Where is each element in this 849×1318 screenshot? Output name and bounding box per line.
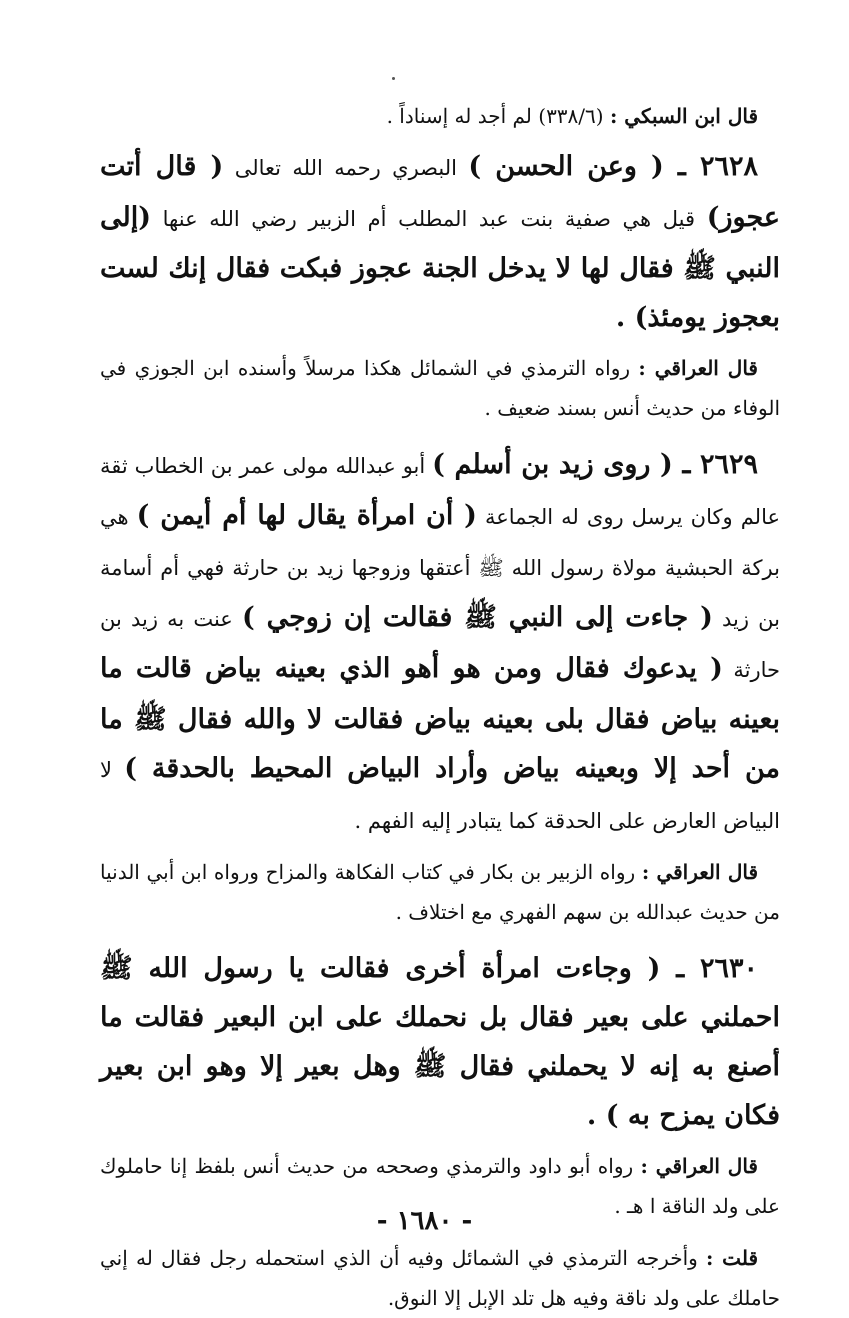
hadith-2629-part-2: أبو عبدالله مولى عمر بن الخطاب ثقة عالم وكان يرسل روى له الجماعة: [100, 454, 780, 529]
subki-note-label: قال ابن السبكي :: [609, 104, 758, 128]
hadith-2629-part-7: ( يدعوك فقال ومن هو أهو الذي بعينه بياض قالت ما بعينه بياض فقال بلى بعينه بياض فقالت لا والله فقال ﷺ ما من أحد إلا وبعينه بياض وأراد البياض المحيط بالحدقة ): [100, 653, 780, 784]
hadith-2630-text: ٢٦٣٠ ـ ( وجاءت امرأة أخرى فقالت يا رسول الله ﷺ احملني على بعير فقال بل نحملك على ابن البعير فقالت ما أصنع به إنه لا يحملني فقال ﷺ وهل بعير إلا وهو ابن بعير فكان يمزح به ) .: [100, 953, 780, 1131]
hadith-2629-part-5: ( جاءت إلى النبي ﷺ فقالت إن زوجي ): [241, 602, 713, 633]
hadith-2630: [100, 944, 780, 1140]
hadith-2629-part-4: هي بركة الحبشية مولاة رسول الله ﷺ أعتقها وزوجها زيد بن حارثة فهي أم أسامة بن زيد: [100, 505, 780, 631]
qult-note: [100, 1238, 780, 1318]
iraqi-comment-2628-label: قال العراقي :: [638, 356, 758, 380]
hadith-2629: [100, 440, 780, 846]
page-body: [100, 96, 780, 1318]
hadith-2628-part-3: ( قال أتت عجوز): [100, 151, 780, 233]
hadith-2628-part-2: البصري رحمه الله تعالى: [223, 156, 469, 180]
iraqi-comment-2630-text: رواه أبو داود والترمذي وصححه من حديث أنس بلفظ إنا حاملوك على ولد الناقة ا هـ .: [100, 1154, 780, 1218]
subki-note-text: (٣٣٨/٦) لم أجد له إسناداً .: [386, 104, 610, 128]
hadith-2629-part-1: ٢٦٢٩ ـ ( روى زيد بن أسلم ): [432, 449, 758, 480]
iraqi-comment-2629: [100, 852, 780, 932]
hadith-2629-part-8: لا البياض العارض على الحدقة كما يتبادر إليه الفهم .: [100, 758, 780, 833]
qult-note-label: قلت :: [706, 1246, 759, 1270]
hadith-2628-part-5: (إلى النبي ﷺ فقال لها لا يدخل الجنة عجوز فبكت فقال إنك لست بعجوز يومئذ) .: [100, 202, 780, 333]
iraqi-comment-2629-text: رواه الزبير بن بكار في كتاب الفكاهة والمزاح ورواه ابن أبي الدنيا من حديث عبدالله بن سهم الفهري مع اختلاف .: [100, 860, 780, 924]
iraqi-comment-2628-text: رواه الترمذي في الشمائل هكذا مرسلاً وأسنده ابن الجوزي في الوفاء من حديث أنس بسند ضعيف .: [100, 356, 780, 420]
hadith-2629-part-3: ( أن امرأة يقال لها أم أيمن ): [136, 500, 477, 531]
hadith-2628-part-1: ٢٦٢٨ ـ ( وعن الحسن ): [468, 151, 758, 182]
page-number: - ١٦٨٠ -: [376, 1206, 473, 1236]
hadith-2629-part-6: عنت به زيد بن حارثة: [100, 607, 780, 682]
hadith-2628-part-4: قيل هي صفية بنت عبد المطلب أم الزبير رضي الله عنها: [151, 207, 707, 231]
iraqi-comment-2628: [100, 348, 780, 428]
iraqi-comment-2630-label: قال العراقي :: [640, 1154, 758, 1178]
subki-note: [100, 96, 780, 136]
iraqi-comment-2629-label: قال العراقي :: [641, 860, 758, 884]
hadith-2628: [100, 142, 780, 342]
ink-speck: [392, 77, 395, 80]
qult-note-text: وأخرجه الترمذي في الشمائل وفيه أن الذي استحمله رجل فقال له إني حاملك على ولد ناقة وفيه هل تلد الإبل إلا النوق.: [100, 1246, 780, 1310]
